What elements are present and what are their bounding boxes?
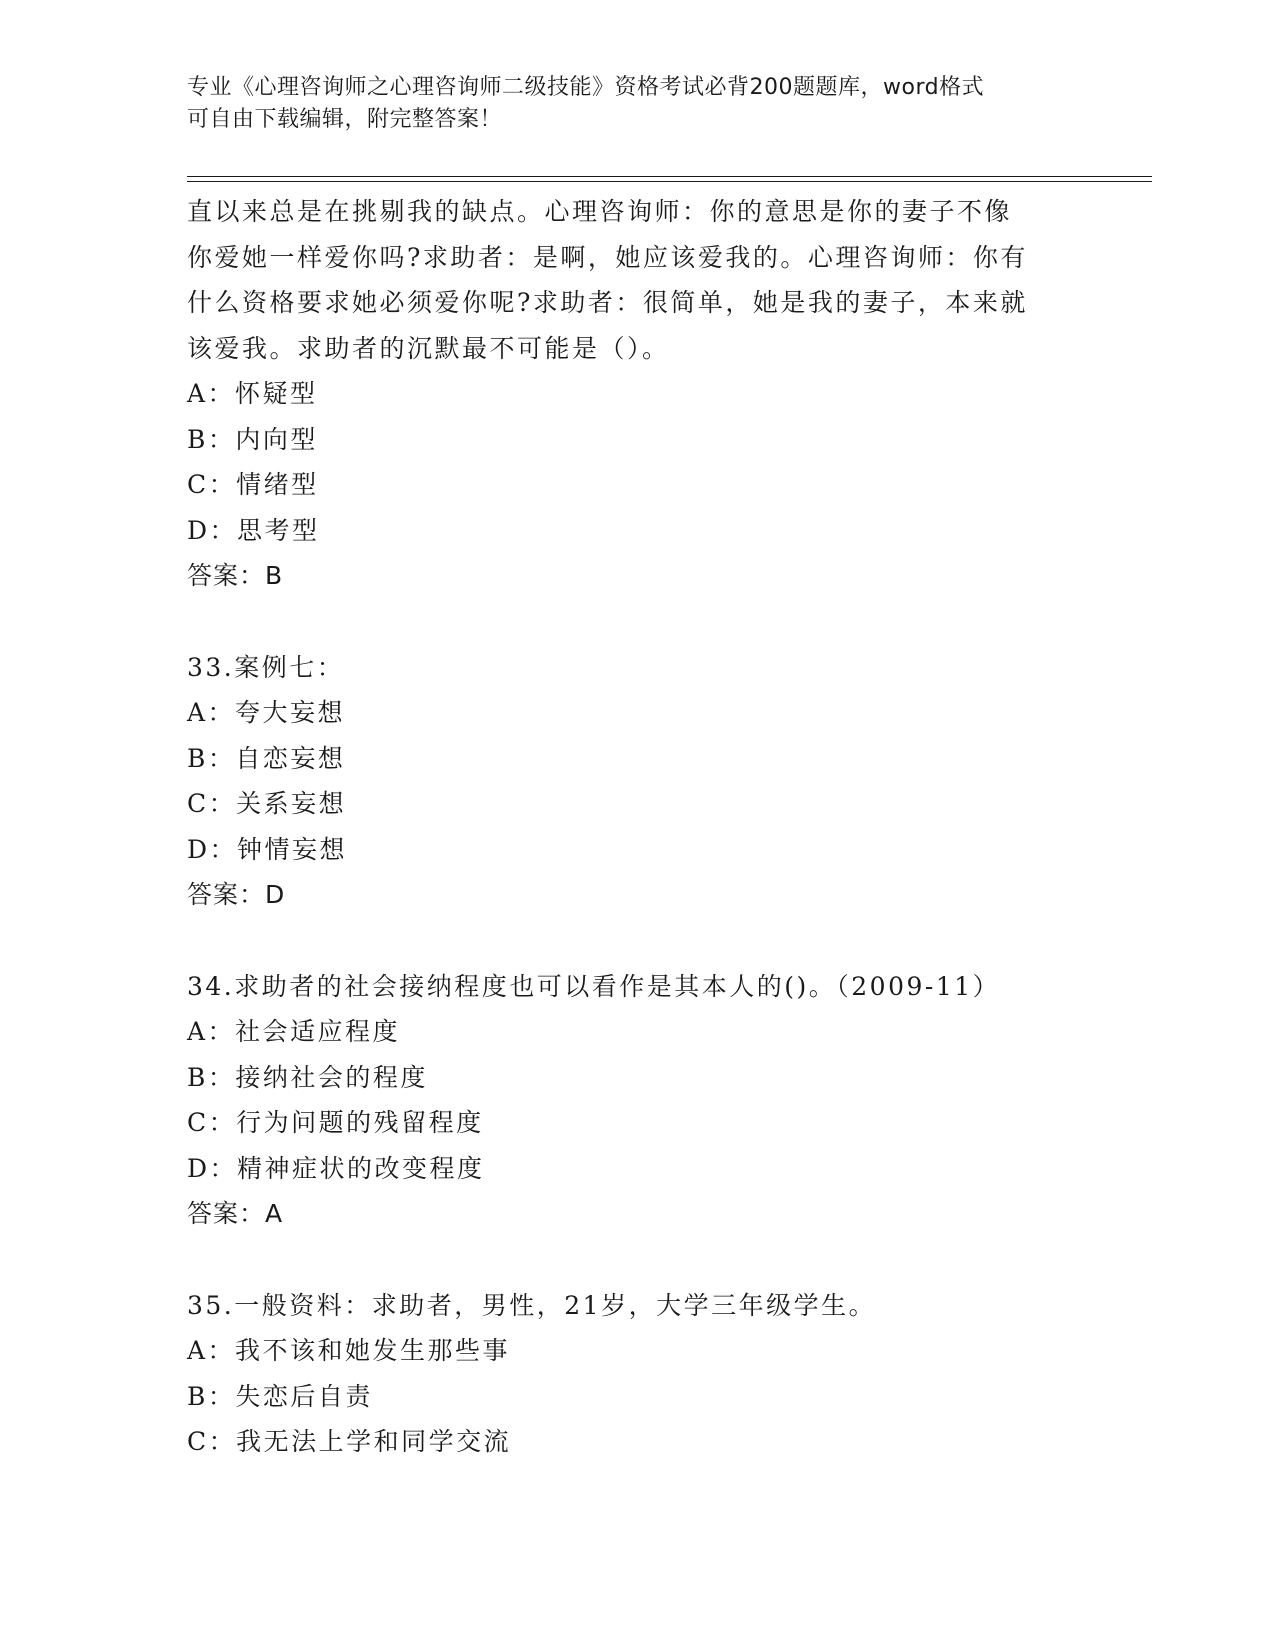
option-c: C：情绪型 [187,470,319,499]
question-spacer [187,599,1087,645]
question-list [187,189,1087,1465]
header-rule-top [187,176,1152,177]
question-spacer [187,1237,1087,1283]
question-34 [187,964,1087,1237]
option-b: B：内向型 [187,424,318,454]
question-stem-line: 该爱我。求助者的沉默最不可能是（）。 [187,333,670,363]
question-spacer [187,918,1087,964]
option-c: C：我无法上学和同学交流 [187,1427,512,1456]
question-continued [187,189,1087,599]
question-stem-line: 你爱她一样爱你吗?求助者：是啊，她应该爱我的。心理咨询师：你有 [187,242,1028,272]
option-b: B：自恋妄想 [187,743,346,773]
option-d: D：精神症状的改变程度 [187,1153,485,1183]
question-35 [187,1283,1087,1465]
option-b: B：接纳社会的程度 [187,1062,428,1092]
option-a: A：社会适应程度 [187,1017,401,1046]
header-title-line-2: 可自由下载编辑，附完整答案！ [187,107,503,132]
question-stem: 35.一般资料：求助者，男性，21岁，大学三年级学生。 [187,1290,877,1320]
question-stem: 34.求助者的社会接纳程度也可以看作是其本人的()。（2009-11） [187,971,1001,1001]
question-33 [187,645,1087,918]
header-rule-bottom [187,181,1152,182]
option-a: A：我不该和她发生那些事 [187,1336,511,1365]
option-d: D：思考型 [187,515,320,545]
option-c: C：行为问题的残留程度 [187,1108,484,1137]
page-header [187,72,1067,136]
answer-line: 答案：D [187,880,286,909]
option-a: A：怀疑型 [187,379,318,408]
answer-line: 答案：B [187,561,284,590]
answer-line: 答案：A [187,1199,284,1228]
question-stem-line: 什么资格要求她必须爱你呢?求助者：很简单，她是我的妻子，本来就 [187,288,1028,317]
header-title-line-1: 专业《心理咨询师之心理咨询师二级技能》资格考试必背200题题库，word格式 [187,75,985,100]
option-b: B：失恋后自责 [187,1381,373,1411]
question-stem-line: 直以来总是在挑剔我的缺点。心理咨询师：你的意思是你的妻子不像 [187,197,1013,226]
option-a: A：夸大妄想 [187,698,346,727]
option-d: D：钟情妄想 [187,834,348,864]
question-stem: 33.案例七： [187,652,345,682]
option-c: C：关系妄想 [187,789,347,818]
